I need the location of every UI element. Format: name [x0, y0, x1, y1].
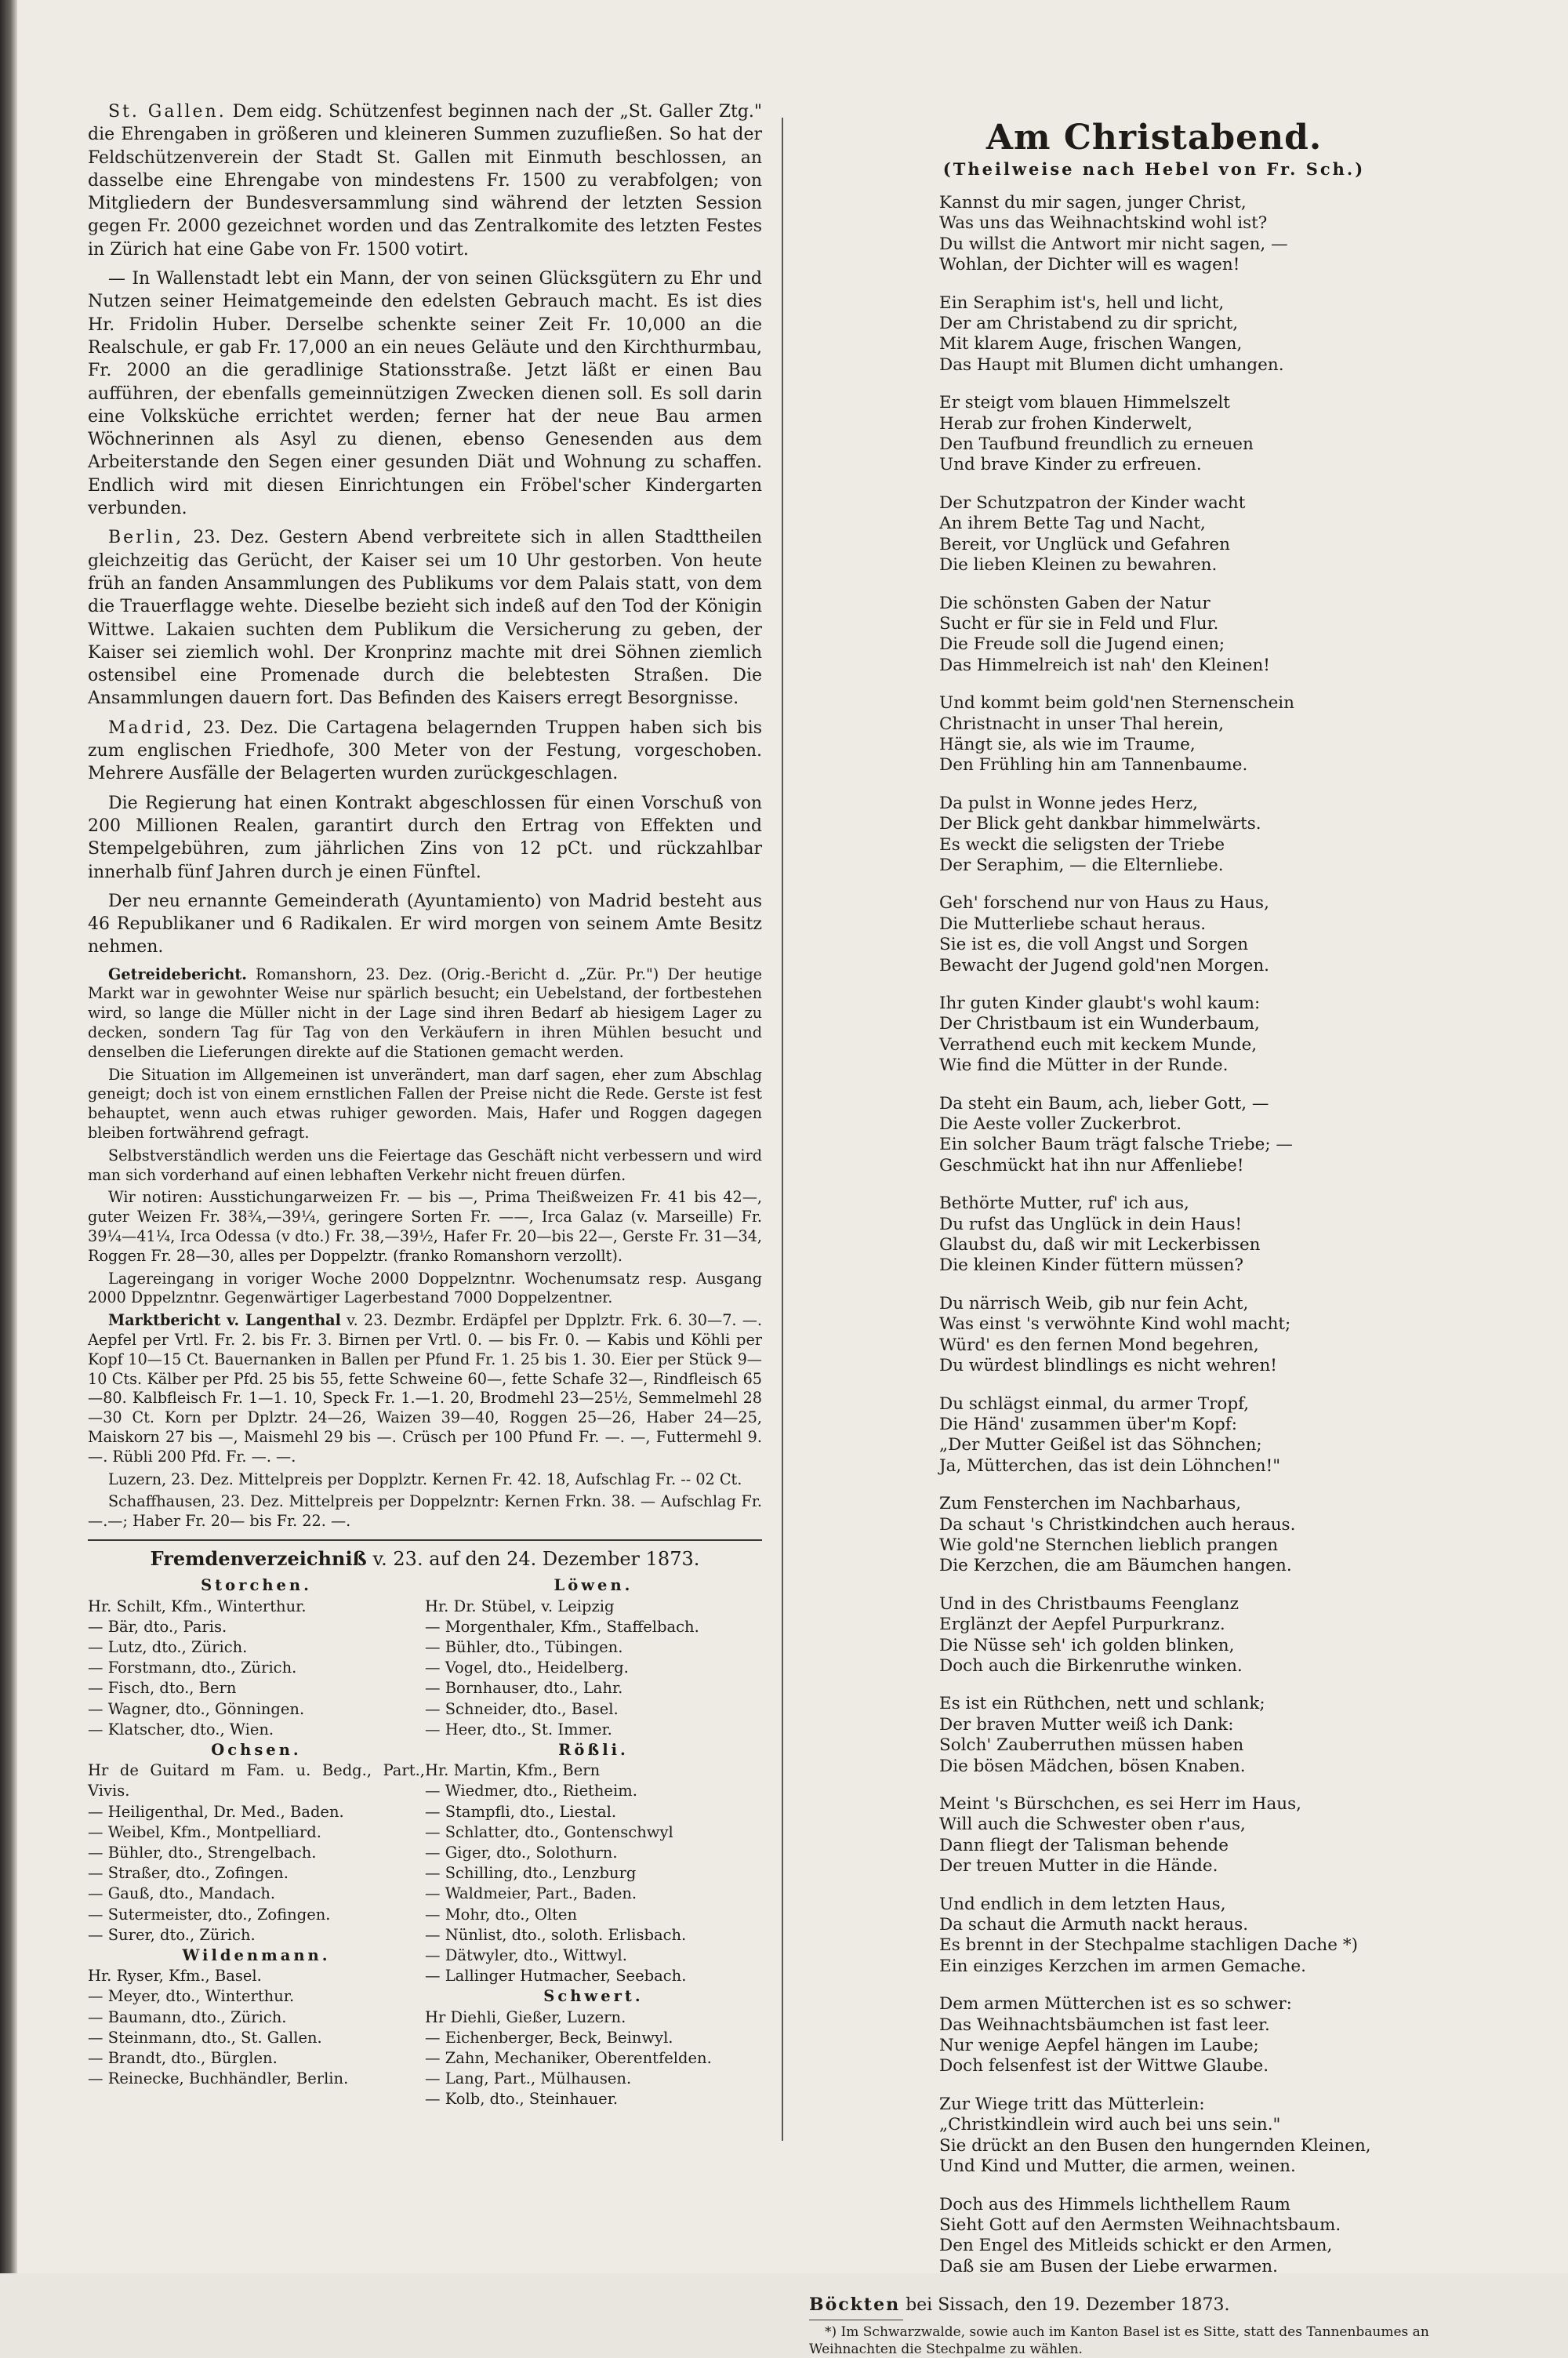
guest-list	[88, 1575, 762, 2109]
poem-line: Nur wenige Aepfel hängen im Laube;	[939, 2036, 1259, 2056]
guest-entry: — Wiedmer, dto., Rietheim.	[425, 1782, 637, 1800]
poem-stanza	[939, 2195, 1499, 2278]
poem-stanza	[939, 393, 1499, 476]
poem-line: Und endlich in dem letzten Haus,	[939, 1894, 1226, 1914]
poem-line: Die kleinen Kinder füttern müssen?	[939, 1255, 1243, 1276]
guest-entry: — Heiligenthal, Dr. Med., Baden.	[88, 1802, 344, 1821]
poem-line: Der Blick geht dankbar himmelwärts.	[939, 814, 1261, 834]
article-berlin	[88, 526, 762, 710]
guest-entry: Hr. Schilt, Kfm., Winterthur.	[88, 1597, 307, 1615]
guest-entry: — Bornhauser, dto., Lahr.	[425, 1679, 623, 1698]
poem-line: Würd' es den fernen Mond begehren,	[939, 1335, 1259, 1355]
guest-entry: — Mohr, dto., Olten	[425, 1905, 578, 1924]
poem-line: Der am Christabend zu dir spricht,	[939, 314, 1239, 334]
poem-line: Geschmückt hat ihn nur Affenliebe!	[939, 1155, 1244, 1175]
poem-line: Das Himmelreich ist nah' den Kleinen!	[939, 655, 1270, 675]
hotel-heading: Ochsen.	[211, 1740, 302, 1759]
poem-line: Will auch die Schwester oben r'aus,	[939, 1815, 1246, 1835]
poem-line: Die Händ' zusammen über'm Kopf:	[939, 1414, 1237, 1434]
poem-footnote: *) Im Schwarzwalde, sowie auch im Kanton Basel ist es Sitte, statt des Tannenbaumes an Weihnachten die Stechpalme zu wählen.	[809, 2324, 1429, 2358]
poem-stanza	[939, 1895, 1499, 1978]
hotel-heading: Storchen.	[201, 1576, 312, 1595]
getreide-label: Getreidebericht.	[108, 965, 247, 983]
poem-line: Was uns das Weihnachtskind wohl ist?	[939, 213, 1268, 234]
poem-line: Doch auch die Birkenruthe winken.	[939, 1655, 1243, 1676]
article-madrid-p2: Die Regierung hat einen Kontrakt abgeschlossen für einen Vorschuß von 200 Millionen Realen, garantirt durch den Ertrag von Effekten und Stempelgebühren, zum jährlichen Zins von 12 pCt. und rückzahlbar innerhalb fünf Jahren durch je einen Fünftel.	[88, 793, 762, 882]
poem-line: Hängt sie, als wie im Traume,	[939, 734, 1196, 754]
article-madrid	[88, 717, 762, 786]
poem-stanza	[939, 794, 1499, 877]
poem-line: Die Aeste voller Zuckerbrot.	[939, 1114, 1182, 1135]
poem-body	[939, 193, 1499, 2277]
poem-line: Es ist ein Rüthchen, nett und schlank;	[939, 1694, 1265, 1714]
poem-line: Den Frühling hin am Tannenbaume.	[939, 755, 1248, 776]
poem-line: Das Haupt mit Blumen dicht umhangen.	[939, 354, 1284, 375]
guest-entry: — Zahn, Mechaniker, Oberentfelden.	[425, 2048, 712, 2067]
poem-line: Den Taufbund freundlich zu erneuen	[939, 434, 1254, 455]
guest-entry: — Nünlist, dto., soloth. Erlisbach.	[425, 1925, 687, 1944]
poem-line: Dann fliegt der Talisman behende	[939, 1835, 1229, 1855]
poem-line: Das Weihnachtsbäumchen ist fast leer.	[939, 2015, 1270, 2035]
poem-line: Herab zur frohen Kinderwelt,	[939, 413, 1192, 434]
poem-line: Die Mutterliebe schaut heraus.	[939, 914, 1207, 934]
poem-line: „Christkindlein wird auch bei uns sein."	[939, 2115, 1281, 2135]
poem-line: Und brave Kinder zu erfreuen.	[939, 455, 1202, 475]
poem-stanza	[939, 893, 1499, 976]
section-divider	[88, 1539, 762, 1541]
poem-line: Die lieben Kleinen zu bewahren.	[939, 555, 1218, 576]
poem-line: Dem armen Mütterchen ist es so schwer:	[939, 1994, 1292, 2015]
poem-line: Da schaut 's Christkindchen auch heraus.	[939, 1514, 1296, 1535]
poem-line: Ihr guten Kinder glaubt's wohl kaum:	[939, 994, 1261, 1013]
guest-entry: — Schilling, dto., Lenzburg	[425, 1864, 637, 1883]
poem-line: Ein einziges Kerzchen im armen Gemache.	[939, 1956, 1306, 1976]
article-text: 23. Dez. Die Cartagena belagernden Truppen haben sich bis zum englischen Friedhofe, 300 Meter von der Festung, vorgeschoben. Mehrere Ausfälle der Belagerten wurden zurückgeschlagen.	[88, 718, 762, 784]
poem-line: Daß sie am Busen der Liebe erwarmen.	[939, 2256, 1278, 2276]
guest-entry: — Waldmeier, Part., Baden.	[425, 1884, 637, 1903]
report-text: Romanshorn, 23. Dez. (Orig.-Bericht d. „Zür. Pr.") Der heutige Markt war in gewohnter Weise nur spärlich besucht; ein Uebelstand, der fortbestehen wird, so lange die Müller nicht in der Lage sind ihren Bedarf ab hiesigem Lager zu decken, sondern Tag für Tag von den Verkäufern in ihren Mühlen besucht und denselben die Lieferungen direkte auf die Stationen gemacht werden.	[88, 965, 763, 1061]
poem-line: Es brennt in der Stechpalme stachligen Dache *)	[939, 1935, 1358, 1956]
poem-line: Der Schutzpatron der Kinder wacht	[939, 492, 1246, 513]
poem-line: Die bösen Mädchen, bösen Knaben.	[939, 1756, 1246, 1776]
poem-line: Geh' forschend nur von Haus zu Haus,	[939, 893, 1269, 914]
poem-line: Er steigt vom blauen Himmelszelt	[939, 393, 1230, 413]
poem-stanza	[939, 493, 1499, 576]
guest-entry: — Bühler, dto., Tübingen.	[425, 1637, 623, 1656]
guest-entry: — Baumann, dto., Zürich.	[88, 2007, 287, 2026]
poem-line: Den Engel des Mitleids schickt er den Armen,	[939, 2236, 1333, 2256]
poem-stanza	[939, 1194, 1499, 1277]
poem-line: Die schönsten Gaben der Natur	[939, 593, 1210, 613]
poem-line: Bereit, vor Unglück und Gefahren	[939, 534, 1230, 554]
poem-line: Die Nüsse seh' ich golden blinken,	[939, 1635, 1235, 1655]
poem-line: Verrathend euch mit keckem Munde,	[939, 1034, 1258, 1055]
poem-line: Doch felsenfest ist der Wittwe Glaube.	[939, 2056, 1269, 2076]
poem-line: Sucht er für sie in Feld und Flur.	[939, 613, 1219, 634]
poem-stanza	[939, 293, 1499, 376]
poem-line: Christnacht in unser Thal herein,	[939, 714, 1225, 734]
dateline-madrid: Madrid,	[108, 718, 194, 738]
guest-entry: — Lang, Part., Mülhausen.	[425, 2069, 632, 2088]
poem-line: Zur Wiege tritt das Mütterlein:	[939, 2094, 1205, 2114]
poem-line: Da steht ein Baum, ach, lieber Gott, —	[939, 1093, 1269, 1114]
poem-subtitle: (Theilweise nach Hebel von Fr. Sch.)	[942, 159, 1366, 179]
page-gutter	[0, 0, 17, 2273]
poem-line: An ihrem Bette Tag und Nacht,	[939, 514, 1206, 534]
poem-stanza	[939, 594, 1499, 677]
poem-line: Du närrisch Weib, gib nur fein Acht,	[939, 1293, 1249, 1313]
guest-entry: Hr. Martin, Kfm., Bern	[425, 1761, 601, 1780]
poem-line: Du würdest blindlings es nicht wehren!	[939, 1356, 1277, 1376]
poem-line: Du willst die Antwort mir nicht sagen, —	[939, 234, 1288, 254]
guest-entry: — Eichenberger, Beck, Beinwyl.	[425, 2028, 673, 2047]
poem-line: Sieht Gott auf den Aermsten Weihnachtsbaum.	[939, 2214, 1341, 2235]
poem-line: Wie gold'ne Sternchen lieblich prangen	[939, 1535, 1279, 1555]
poem-line: Zum Fensterchen im Nachbarhaus,	[939, 1494, 1242, 1514]
poem-line: Mit klarem Auge, frischen Wangen,	[939, 334, 1243, 354]
article-madrid-p3: Der neu ernannte Gemeinderath (Ayuntamiento) von Madrid besteht aus 46 Republikaner und 6 Radikalen. Er wird morgen von seinem Amte Besitz nehmen.	[88, 891, 762, 957]
guest-entry: — Klatscher, dto., Wien.	[88, 1720, 274, 1739]
guest-entry: — Heer, dto., St. Immer.	[425, 1720, 612, 1739]
poem-line: Da pulst in Wonne jedes Herz,	[939, 793, 1198, 813]
poem-line: Glaubst du, daß wir mit Leckerbissen	[939, 1235, 1261, 1255]
guest-entry: — Morgenthaler, Kfm., Staffelbach.	[425, 1617, 699, 1636]
poem-line: Sie ist es, die voll Angst und Sorgen	[939, 935, 1249, 955]
guest-entry: — Schlatter, dto., Gontenschwyl	[425, 1822, 673, 1841]
poem-line: Der Seraphim, — die Elternliebe.	[939, 855, 1224, 875]
poem-line: Der treuen Mutter in die Hände.	[939, 1856, 1218, 1877]
poem-line: Bewacht der Jugend gold'nen Morgen.	[939, 955, 1270, 976]
guest-entry: — Schneider, dto., Basel.	[425, 1699, 619, 1718]
poem-line: Erglänzt der Aepfel Purpurkranz.	[939, 1615, 1225, 1635]
poem-line: Kannst du mir sagen, junger Christ,	[939, 193, 1247, 213]
getreide-p2: Die Situation im Allgemeinen ist unverändert, man darf sagen, eher zum Abschlag geneigt; doch ist von einem ernstlichen Fallen der Preise nicht die Rede. Gerste ist fest behauptet, wenn auch etwas ruhiger geworden. Mais, Hafer und Roggen dagegen bleiben fortwährend gefragt.	[88, 1065, 762, 1143]
guest-entry: Hr de Guitard m Fam. u. Bedg., Part., Vivis.	[88, 1761, 425, 1800]
poem-stanza	[939, 1494, 1499, 1577]
poem-column	[809, 118, 1499, 2358]
poem-stanza	[939, 1394, 1499, 1477]
dateline-st-gallen: St. Gallen.	[108, 102, 227, 122]
guest-entry: — Stampfli, dto., Liestal.	[425, 1802, 617, 1821]
poem-signature: Böckten bei Sissach, den 19. Dezember 1873.	[809, 2294, 1230, 2316]
poem-stanza	[939, 1094, 1499, 1177]
poem-stanza	[939, 1594, 1499, 1677]
getreide-p3: Selbstverständlich werden uns die Feiertage das Geschäft nicht verbessern und wird man sich vorderhand auf einen lebhaften Verkehr nicht freuen dürfen.	[88, 1146, 762, 1184]
fremdenverzeichnis-title: Fremdenverzeichniß v. 23. auf den 24. Dezember 1873.	[150, 1547, 700, 1570]
poem-line: Und in des Christbaums Feenglanz	[939, 1593, 1239, 1614]
guest-entry: — Giger, dto., Solothurn.	[425, 1843, 618, 1862]
guest-entry: — Lutz, dto., Zürich.	[88, 1637, 248, 1656]
poem-stanza	[939, 1994, 1499, 2077]
poem-line: Es weckt die seligsten der Triebe	[939, 834, 1225, 855]
guest-entry: — Reinecke, Buchhändler, Berlin.	[88, 2069, 349, 2088]
newspaper-page	[17, 0, 1568, 2358]
guest-entry: — Gauß, dto., Mandach.	[88, 1884, 276, 1903]
poem-line: „Der Mutter Geißel ist das Söhnchen;	[939, 1435, 1262, 1455]
poem-line: Die Freude soll die Jugend einen;	[939, 634, 1225, 655]
poem-line: Doch aus des Himmels lichthellem Raum	[939, 2194, 1290, 2214]
poem-stanza	[939, 693, 1499, 776]
poem-line: Meint 's Bürschchen, es sei Herr im Haus,	[939, 1794, 1301, 1814]
getreide-p5: Lagereingang in voriger Woche 2000 Doppelzntnr. Wochenumsatz resp. Ausgang 2000 Dppelzntnr. Gegenwärtiger Lagerbestand 7000 Doppelzentner.	[88, 1269, 762, 1307]
poem-line: Wohlan, der Dichter will es wagen!	[939, 255, 1240, 275]
poem-stanza	[939, 193, 1499, 276]
article-text: 23. Dez. Gestern Abend verbreitete sich in allen Stadttheilen gleichzeitig das Gerücht, der Kaiser sei um 10 Uhr gestorben. Von heute früh an fanden Ansammlungen des Publikums vor dem Palais statt, von dem die Trauerflagge wehte. Dieselbe bezieht sich indeß auf den Tod der Königin Wittwe. Lakaien suchten dem Publikum die Versicherung zu geben, der Kaiser sei ziemlich wohl. Der Kronprinz machte mit drei Söhnen ziemlich ostensibel eine Promenade durch die belebtesten Straßen. Die Ansammlungen dauern fort. Das Befinden des Kaisers erregt Besorgnisse.	[88, 528, 762, 709]
column-rule	[782, 118, 783, 2141]
poem-line: Die Kerzchen, die am Bäumchen hangen.	[939, 1556, 1292, 1576]
guest-entry: — Fisch, dto., Bern	[88, 1679, 237, 1698]
poem-line: Der Christbaum ist ein Wunderbaum,	[939, 1014, 1260, 1034]
guest-entry: — Bär, dto., Paris.	[88, 1617, 227, 1636]
guest-entry: — Dätwyler, dto., Wittwyl.	[425, 1946, 627, 1964]
guest-entry: — Kolb, dto., Steinhauer.	[425, 2090, 619, 2109]
article-wallenstadt: — In Wallenstadt lebt ein Mann, der von seinen Glücksgütern zu Ehr und Nutzen seiner Heimatgemeinde den edelsten Gebrauch macht. Es ist dies Hr. Fridolin Huber. Derselbe schenkte seiner Zeit Fr. 10,000 an die Realschule, er gab Fr. 17,000 an ein neues Geläute und den Kirchthurmbau, Fr. 2000 an die geradlinige Stationsstraße. Jetzt läßt er einen Bau aufführen, der ebenfalls gemeinnützigen Zwecken dienen soll. Es soll darin eine Volksküche errichtet werden; ferner hat der neue Bau armen Wöchnerinnen als Asyl zu dienen, ebenso Genesenden aus dem Arbeiterstande den Segen einer gesunden Diät und Wohnung zu schaffen. Endlich wird mit diesen Einrichtungen ein Fröbel'scher Kindergarten verbunden.	[88, 269, 762, 519]
poem-line: Solch' Zauberruthen müssen haben	[939, 1735, 1244, 1756]
poem-line: Ja, Mütterchen, das ist dein Löhnchen!"	[939, 1455, 1281, 1476]
guest-entry: Hr. Dr. Stübel, v. Leipzig	[425, 1597, 615, 1615]
market-reports	[88, 965, 762, 1531]
guest-entry: Hr Diehli, Gießer, Luzern.	[425, 2007, 626, 2026]
poem-stanza	[939, 2095, 1499, 2178]
poem-line: Du schlägst einmal, du armer Tropf,	[939, 1393, 1250, 1414]
article-st-gallen	[88, 100, 762, 261]
poem-line: Ein Seraphim ist's, hell und licht,	[939, 292, 1225, 313]
guest-entry: — Wagner, dto., Gönningen.	[88, 1699, 305, 1718]
markt-label: Marktbericht v. Langenthal	[108, 1311, 341, 1330]
hotel-heading: Löwen.	[554, 1576, 633, 1595]
report-text: v. 23. Dezmbr. Erdäpfel per Dpplztr. Frk. 6. 30—7. —. Aepfel per Vrtl. Fr. 2. bis Fr. 3. Birnen per Vrtl. 0. — bis Fr. 0. — Kabis und Köhli per Kopf 10—15 Ct. Bauernanken in Ballen per Pfund Fr. 1. 25 bis 1. 30. Eier per Stück 9—10 Cts. Kälber per Pfd. 25 bis 55, fette Schweine 60—, fette Schafe 32—, Rindfleisch 65—80. Kalbfleisch Fr. 1—1. 10, Speck Fr. 1.—1. 20, Brodmehl 23—25½, Semmelmehl 28—30 Ct. Korn per Dplztr. 24—26, Waizen 39—40, Roggen 25—26, Haber 24—25, Maiskorn 27 bis —, Maismehl 29 bis —. Crüsch per 100 Pfund Fr. —. —, Futtermehl 9. —. Rübli 200 Pfd. Fr. —. —.	[88, 1311, 762, 1466]
hotel-heading: Schwert.	[543, 1987, 644, 2006]
guest-entry: — Vogel, dto., Heidelberg.	[425, 1659, 629, 1677]
poem-stanza	[939, 1794, 1499, 1877]
markt-schaffhausen: Schaffhausen, 23. Dez. Mittelpreis per Doppelzntr: Kernen Frkn. 38. — Aufschlag Fr. —.—; Haber Fr. 20— bis Fr. 22. —.	[88, 1492, 762, 1531]
guest-entry: — Forstmann, dto., Zürich.	[88, 1659, 297, 1677]
guest-list-left	[88, 1575, 425, 2109]
poem-line: Du rufst das Unglück in dein Haus!	[939, 1214, 1243, 1234]
poem-line: Wie find die Mütter in der Runde.	[939, 1055, 1229, 1076]
poem-line: Da schaut die Armuth nackt heraus.	[939, 1915, 1249, 1935]
poem-line: Bethörte Mutter, ruf' ich aus,	[939, 1194, 1189, 1214]
guest-entry: — Steinmann, dto., St. Gallen.	[88, 2028, 322, 2047]
getreide-report	[88, 965, 762, 1063]
guest-entry: — Straßer, dto., Zofingen.	[88, 1864, 289, 1883]
guest-entry: — Sutermeister, dto., Zofingen.	[88, 1905, 331, 1924]
guest-entry: — Surer, dto., Zürich.	[88, 1925, 256, 1944]
hotel-heading: Rößli.	[558, 1740, 629, 1759]
poem-stanza	[939, 1694, 1499, 1777]
news-column	[88, 100, 762, 2110]
poem-line: Was einst 's verwöhnte Kind wohl macht;	[939, 1314, 1291, 1335]
dateline-berlin: Berlin,	[108, 528, 183, 548]
guest-entry: — Weibel, Kfm., Montpelliard.	[88, 1822, 321, 1841]
guest-entry: — Lallinger Hutmacher, Seebach.	[425, 1967, 687, 1986]
poem-line: Ein solcher Baum trägt falsche Triebe; —	[939, 1135, 1293, 1155]
guest-entry: Hr. Ryser, Kfm., Basel.	[88, 1967, 262, 1986]
poem-stanza	[939, 1294, 1499, 1377]
poem-title: Am Christabend.	[985, 118, 1323, 158]
poem-line: Und kommt beim gold'nen Sternenschein	[939, 693, 1295, 714]
markt-luzern: Luzern, 23. Dez. Mittelpreis per Dopplztr. Kernen Fr. 42. 18, Aufschlag Fr. -- 02 Ct.	[108, 1470, 742, 1488]
poem-line: Sie drückt an den Busen den hungernden Kleinen,	[939, 2135, 1371, 2156]
poem-stanza	[939, 994, 1499, 1077]
poem-line: Und Kind und Mutter, die armen, weinen.	[939, 2156, 1296, 2177]
guest-entry: — Brandt, dto., Bürglen.	[88, 2048, 278, 2067]
hotel-heading: Wildenmann.	[182, 1946, 331, 1964]
article-text: Dem eidg. Schützenfest beginnen nach der „St. Galler Ztg." die Ehrengaben in größeren und kleineren Summen zuzufließen. So hat der Feldschützenverein der Stadt St. Gallen mit Einmuth beschlossen, an dasselbe eine Ehrengabe von mindestens Fr. 1500 zu verabfolgen; von Mitgliedern der Bundesversammlung sind während der letzten Session gegen Fr. 2000 gezeichnet worden und das Zentralkomite des letzten Festes in Zürich hat eine Gabe von Fr. 1500 votirt.	[88, 102, 763, 260]
poem-line: Der braven Mutter weiß ich Dank:	[939, 1714, 1234, 1735]
guest-entry: — Bühler, dto., Strengelbach.	[88, 1843, 317, 1862]
getreide-p4: Wir notiren: Ausstichungarweizen Fr. — bis —, Prima Theißweizen Fr. 41 bis 42—, guter Weizen Fr. 38¾,—39¼, geringere Sorten Fr. ——, Irca Galaz (v. Marseille) Fr. 39¼—41¼, Irca Odessa (v dto.) Fr. 38,—39½, Hafer Fr. 20—bis 22—, Gerste Fr. 31—34, Roggen Fr. 28—30, alles per Doppelztr. (franko Romanshorn verzollt).	[88, 1188, 762, 1265]
markt-langenthal	[88, 1311, 762, 1466]
guest-entry: — Meyer, dto., Winterthur.	[88, 1987, 295, 2006]
guest-list-right	[425, 1575, 762, 2109]
